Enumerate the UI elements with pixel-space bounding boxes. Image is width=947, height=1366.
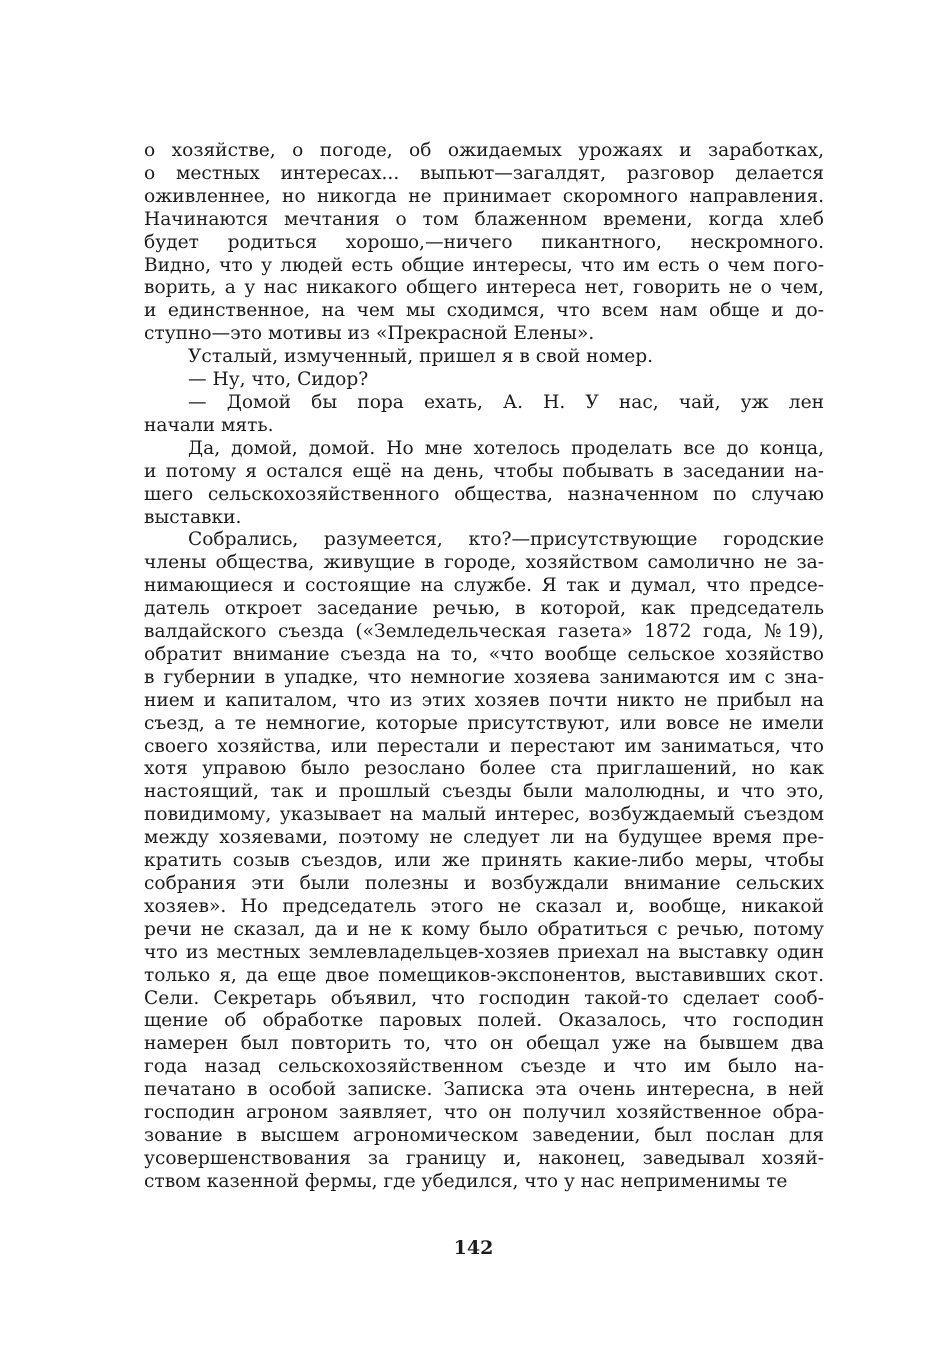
text-line: что из местных землевладельцев-хозяев приехал на выставку один <box>144 941 824 963</box>
text-line: зование в высшем агрономическом заведении, был послан для <box>144 1124 824 1146</box>
page-body <box>144 140 824 1194</box>
text-line: о хозяйстве, о погоде, об ожидаемых урожаях и заработках, <box>144 140 824 161</box>
text-line: года назад сельскохозяйственном съезде и что им было на- <box>144 1056 824 1078</box>
text-line: щение об обработке паровых полей. Оказалось, что господин <box>144 1010 824 1032</box>
text-line: нием и капиталом, что из этих хозяев почти никто не прибыл на <box>144 689 824 711</box>
paragraph <box>144 438 824 530</box>
text-line: в губернии в упадке, что немногие хозяева занимаются им с зна- <box>144 666 824 688</box>
page-number: 142 <box>453 1237 494 1259</box>
text-line: Усталый, измученный, пришел я в свой номер. <box>188 346 654 368</box>
text-line: хотя управою было резослано более ста приглашений, но как <box>144 758 824 780</box>
paragraph <box>144 140 824 346</box>
text-line: начали мять. <box>144 414 274 436</box>
paragraph <box>144 392 824 438</box>
paragraph <box>144 369 824 392</box>
text-line: настоящий, так и прошлый съезды были малолюдны, и что это, <box>144 781 824 803</box>
text-line: Сели. Секретарь объявил, что господин такой-то сделает сооб- <box>144 987 824 1009</box>
text-line: будет родиться хорошо,—ничего пикантного, нескромного. <box>144 231 824 253</box>
text-line: нимающиеся и состоящие на службе. Я так и думал, что предсе- <box>144 575 824 597</box>
paragraph <box>144 529 824 1193</box>
text-line: обратит внимание съезда на то, «что вообще сельское хозяйство <box>144 643 824 665</box>
text-line: съезд, а те немногие, которые присутствуют, или вовсе не имели <box>144 712 824 734</box>
text-line: Да, домой, домой. Но мне хотелось проделать все до конца, <box>188 437 824 459</box>
text-line: члены общества, живущие в городе, хозяйством самолично не за- <box>144 552 824 574</box>
text-line: печатано в особой записке. Записка эта очень интересна, в ней <box>144 1079 824 1101</box>
text-line: — Ну, что, Сидор? <box>188 369 369 391</box>
text-line: о местных интересах... выпьют—загалдят, разговор делается <box>144 162 824 184</box>
text-line: ворить, а у нас никакого общего интереса нет, говорить не о чем, <box>144 277 824 299</box>
text-line: Начинаются мечтания о том блаженном времени, когда хлеб <box>144 208 824 230</box>
text-line: ступно—это мотивы из «Прекрасной Елены». <box>144 323 595 345</box>
text-line: кратить созыв съездов, или же принять какие-либо меры, чтобы <box>144 850 824 872</box>
text-line: и единственное, на чем мы сходимся, что всем нам обще и до- <box>144 300 824 322</box>
text-line: ством казенной фермы, где убедился, что у нас неприменимы те <box>144 1170 788 1192</box>
text-line: валдайского съезда («Земледельческая газета» 1872 года, №19), <box>144 621 824 643</box>
text-line: между хозяевами, поэтому не следует ли на будущее время пре- <box>144 827 824 849</box>
text-line: собрания эти были полезны и возбуждали внимание сельских <box>144 873 824 894</box>
paragraph <box>144 346 824 369</box>
text-line: Видно, что у людей есть общие интересы, что им есть о чем пого- <box>144 254 824 276</box>
text-line: датель откроет заседание речью, в которой, как председатель <box>144 598 824 620</box>
text-line: речи не сказал, да и не к кому было обратиться с речью, потому <box>144 918 824 940</box>
text-line: оживленнее, но никогда не принимает скоромного направления. <box>144 185 824 207</box>
text-line: господин агроном заявляет, что он получил хозяйственное обра- <box>144 1102 824 1124</box>
text-line: выставки. <box>144 506 242 528</box>
text-line: повидимому, указывает на малый интерес, возбуждаемый съездом <box>144 804 824 826</box>
text-line: усовершенствования за границу и, наконец, заведывал хозяй- <box>144 1147 824 1169</box>
text-line: шего сельскохозяйственного общества, назначенном по случаю <box>144 483 824 505</box>
text-line: и потому я остался ещё на день, чтобы побывать в заседании на- <box>144 460 824 482</box>
text-line: хозяев». Но председатель этого не сказал и, вообще, никакой <box>144 895 824 917</box>
text-line: намерен был повторить то, что он обещал уже на бывшем два <box>144 1033 824 1055</box>
text-line: своего хозяйства, или перестали и перестают им заниматься, что <box>144 735 824 757</box>
text-line: — Домой бы пора ехать, А. Н. У нас, чай, уж лен <box>188 391 824 413</box>
text-line: Собрались, разумеется, кто?—присутствующие городские <box>188 529 824 551</box>
text-line: только я, да еще двое помещиков-экспонентов, выставивших скот. <box>144 964 824 986</box>
